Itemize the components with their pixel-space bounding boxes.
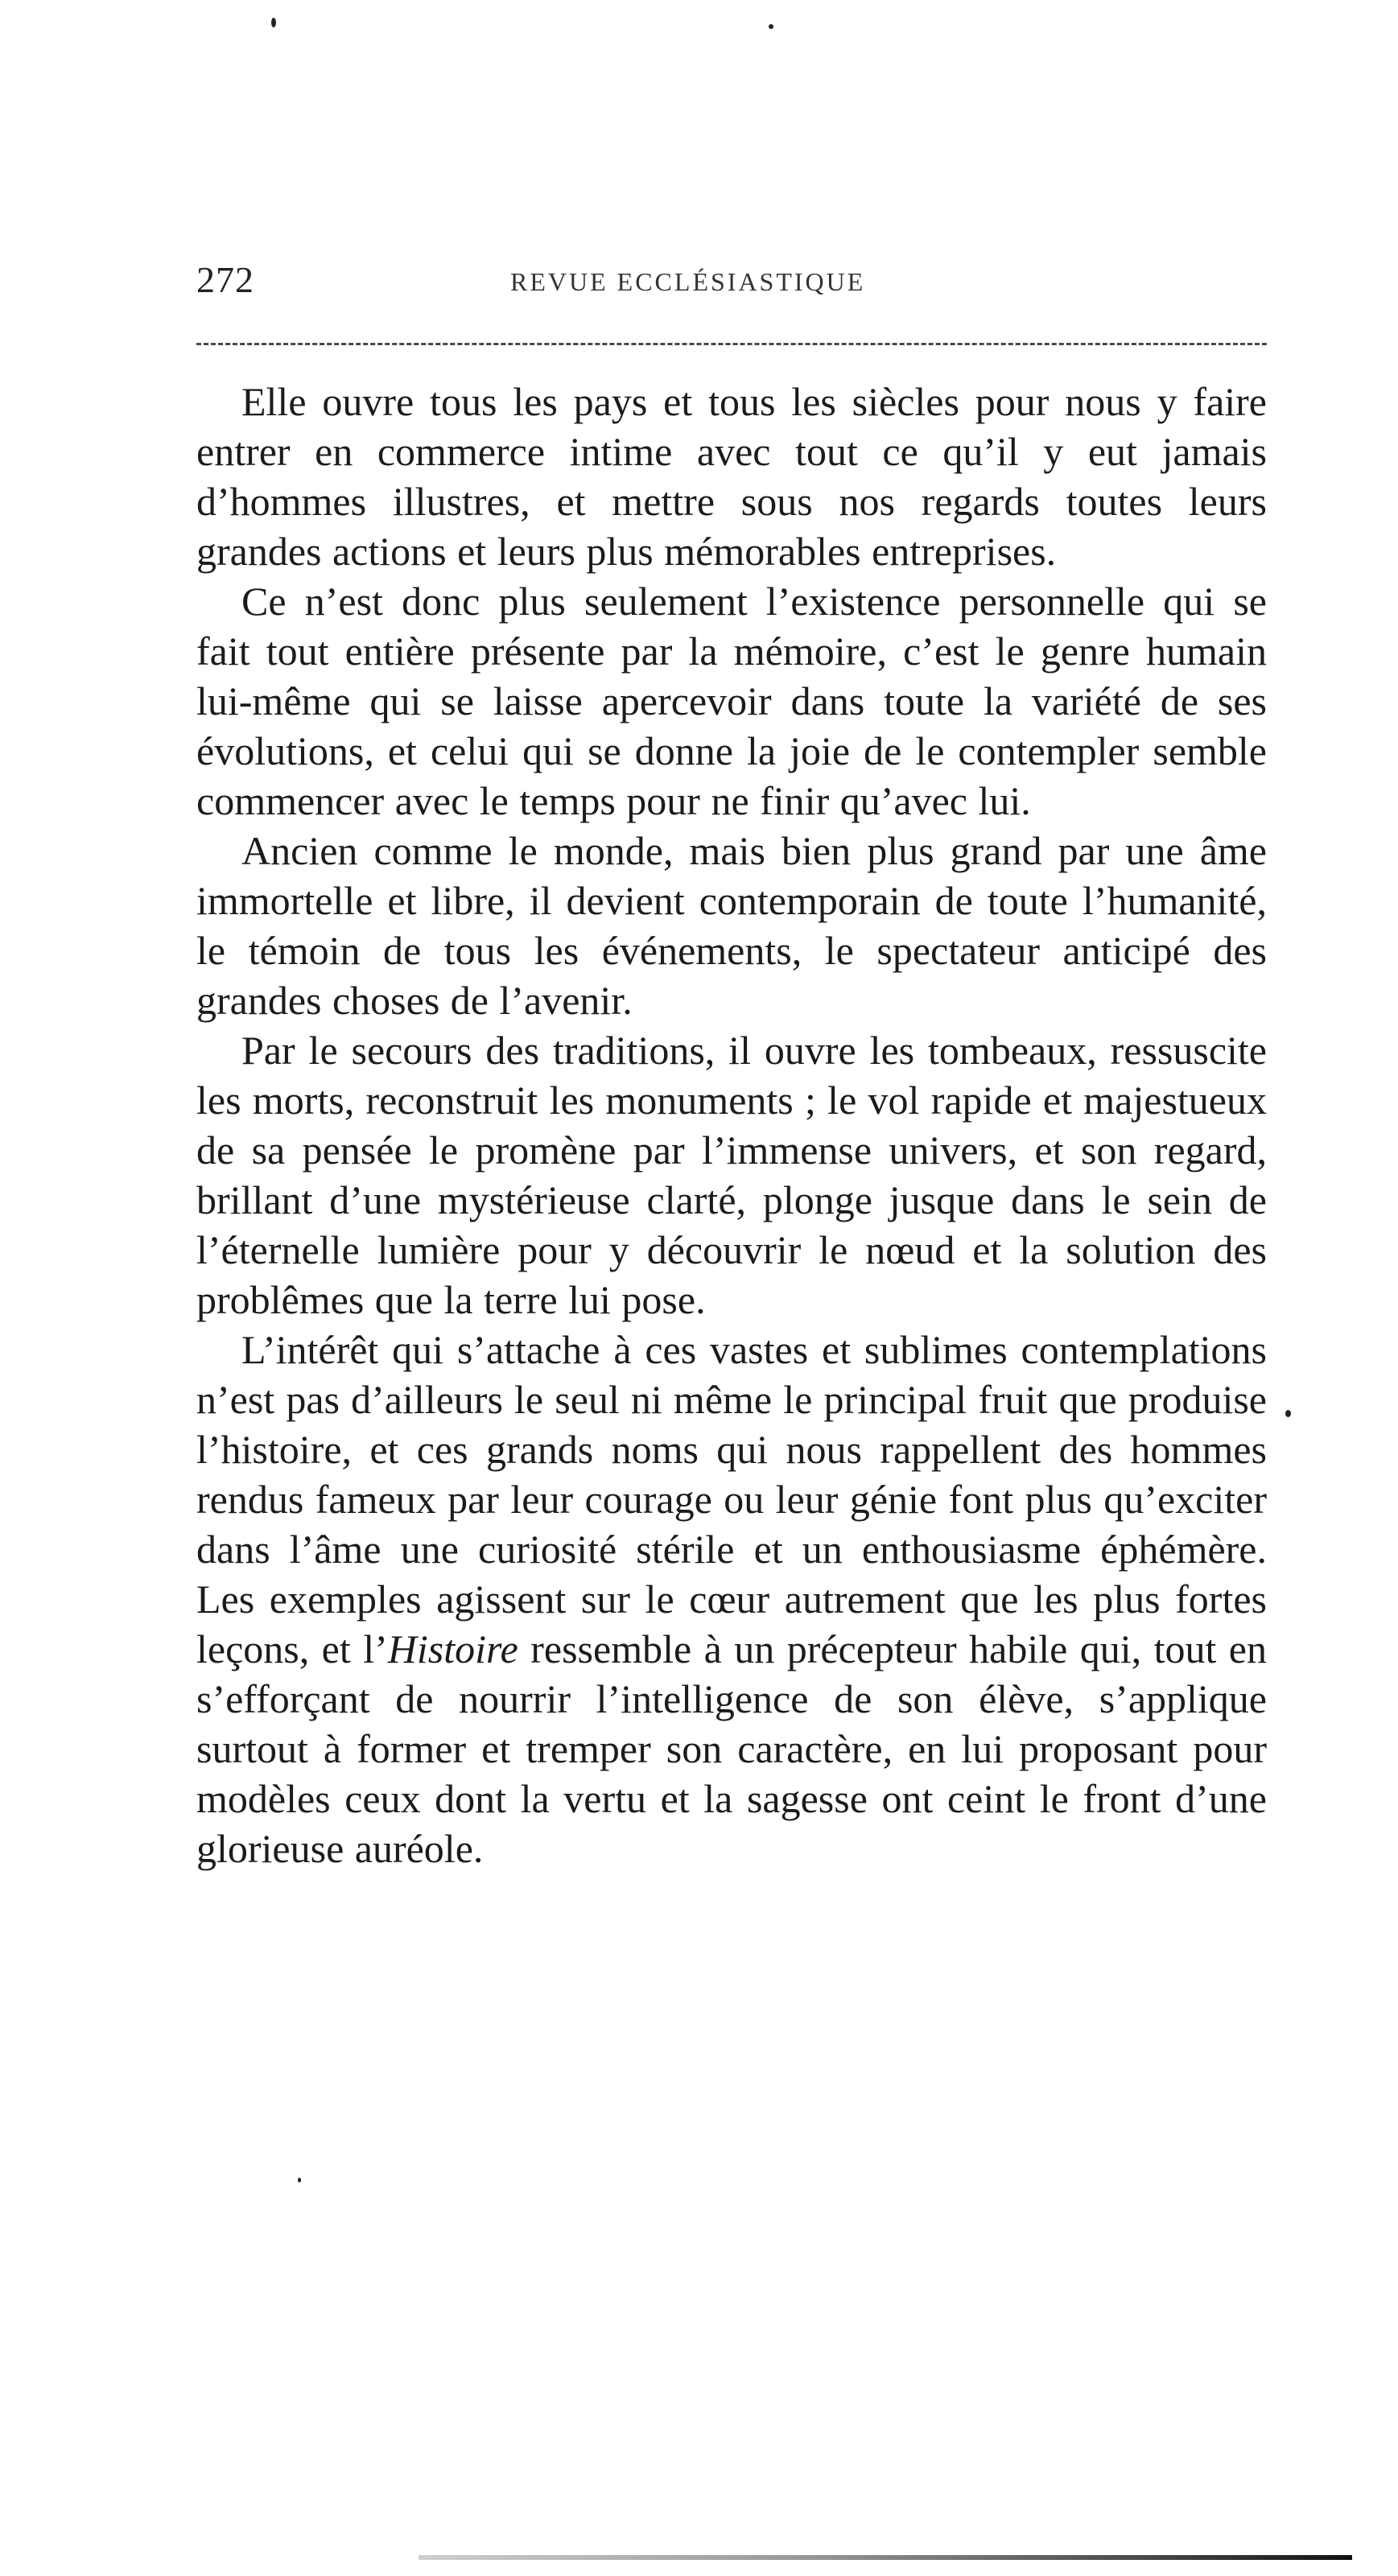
scan-speck — [769, 24, 773, 29]
paragraph-1: Elle ouvre tous les pays et tous les siècles pour nous y faire entrer en commerce intime avec tout ce qu’il y eut jamais d’hommes illustres, et mettre sous nos regards toutes leurs grandes actions et leurs plus mémorables entreprises. — [196, 379, 1267, 574]
paragraph-5-text-before: L’intérêt qui s’attache à ces vastes et sublimes contemplations n’est pas d’ailleurs le seul ni même le principal fruit que produise l’histoire, et ces grands noms qui nous rappellent des hommes rendus fameux par leur courage ou leur génie font plus qu’exciter dans l’âme une curiosité stérile et un enthousiasme éphémère. Les exemples agissent sur le cœur autrement que les plus fortes leçons, et l’ — [196, 1327, 1267, 1671]
paragraph-3: Ancien comme le monde, mais bien plus grand par une âme immortelle et libre, il devient contemporain de toute l’humanité, le témoin de tous les événements, le spectateur anticipé des grandes choses de l’avenir. — [196, 828, 1267, 1023]
paragraph-2: Ce n’est donc plus seulement l’existence personnelle qui se fait tout entière présente par la mémoire, c’est le genre humain lui-même qui se laisse apercevoir dans toute la variété de ses évolutions, et celui qui se donne la joie de le contempler semble commencer avec le temps pour ne finir qu’avec lui. — [196, 579, 1267, 823]
paragraph-5-italic: Histoire — [387, 1626, 518, 1671]
scan-speck — [271, 18, 276, 27]
body-text — [196, 377, 1267, 1873]
running-header — [196, 256, 1267, 304]
paragraph-4: Par le secours des traditions, il ouvre les tombeaux, ressuscite les morts, reconstruit les monuments ; le vol rapide et majestueux de sa pensée le promène par l’immense univers, et son regard, brillant d’une mystérieuse clarté, plonge jusque dans le sein de l’éternelle lumière pour y découvrir le nœud et la solution des problêmes que la terre lui pose. — [196, 1028, 1267, 1322]
paragraph-5-text-after: ressemble à un précepteur habile qui, tout en s’efforçant de nourrir l’intelligence de son élève, s’applique surtout à former et tremper son caractère, en lui proposant pour modèles ceux dont la vertu et la sagesse ont ceint le front d’une glorieuse auréole. — [196, 1626, 1267, 1871]
scan-speck — [1285, 1410, 1291, 1417]
header-rule — [196, 343, 1267, 345]
scan-speck — [298, 2178, 301, 2182]
scan-edge-line — [419, 2555, 1352, 2560]
page-number: 272 — [196, 259, 254, 300]
paragraph-5 — [196, 1325, 1267, 1873]
running-title: REVUE ECCLÉSIASTIQUE — [510, 267, 866, 296]
